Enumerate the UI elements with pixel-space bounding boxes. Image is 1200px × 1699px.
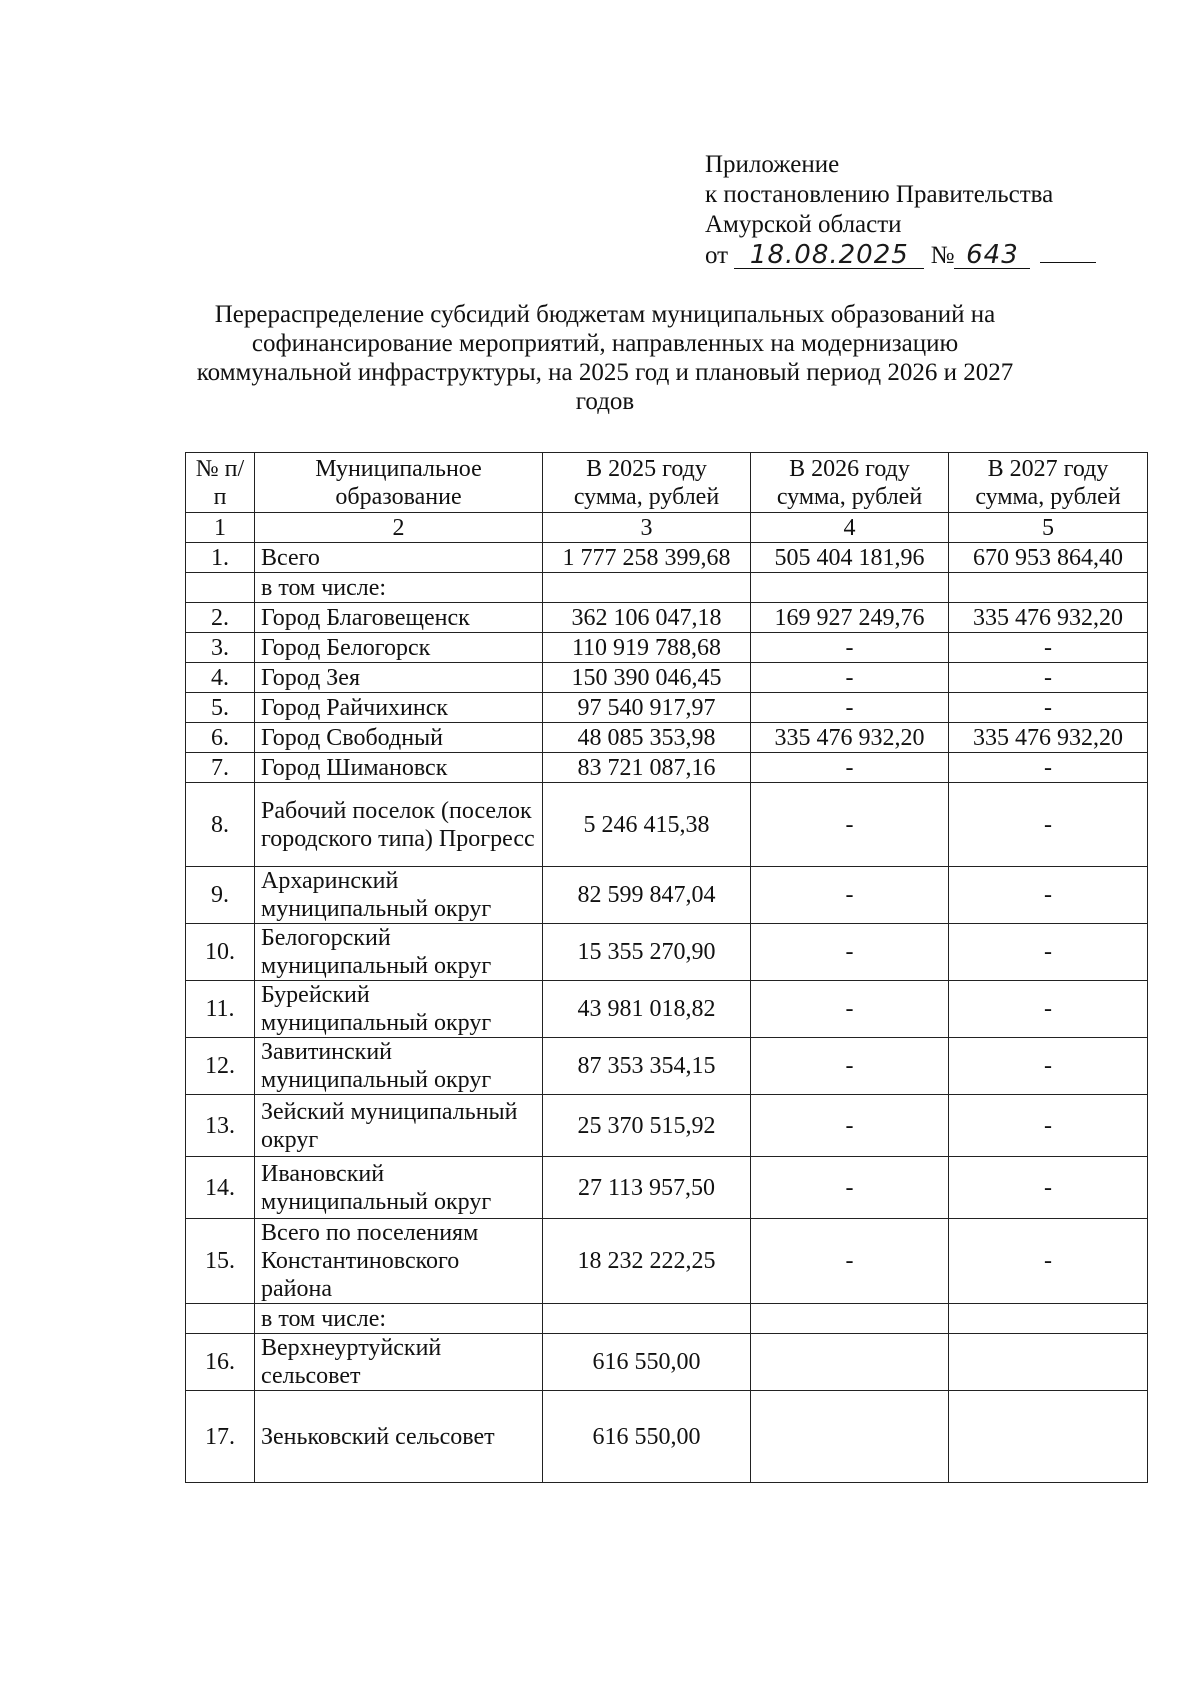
table-row xyxy=(186,1157,1148,1219)
amount-2027 xyxy=(949,1391,1148,1483)
row-number: 2. xyxy=(186,603,255,633)
amount-2027: - xyxy=(949,633,1148,663)
amount-2027: - xyxy=(949,1219,1148,1304)
amount-2026: - xyxy=(751,924,949,981)
amount-2026: - xyxy=(751,981,949,1038)
row-number: 11. xyxy=(186,981,255,1038)
municipality-name: в том числе: xyxy=(255,573,543,603)
amount-2026: - xyxy=(751,753,949,783)
amount-2026 xyxy=(751,1304,949,1334)
municipality-name: Верхнеуртуйский сельсовет xyxy=(255,1334,543,1391)
amount-2026: - xyxy=(751,1038,949,1095)
amount-2027 xyxy=(949,1334,1148,1391)
row-number: 16. xyxy=(186,1334,255,1391)
document-title: Перераспределение субсидий бюджетам муниципальных образований на софинансирование мероприятий, направленных на модернизацию коммунальной инфраструктуры, на 2025 год и плановый период 2026 и 2027 годов xyxy=(196,301,1014,415)
blank-underline xyxy=(1040,240,1096,263)
municipality-name: Белогорский муниципальный округ xyxy=(255,924,543,981)
amount-2026: - xyxy=(751,633,949,663)
amount-2027: - xyxy=(949,663,1148,693)
table-row xyxy=(186,1304,1148,1334)
row-number: 14. xyxy=(186,1157,255,1219)
municipality-name: Город Белогорск xyxy=(255,633,543,663)
amount-2026: - xyxy=(751,1095,949,1157)
table-row xyxy=(186,1038,1148,1095)
appendix-decree-line: к постановлению Правительства xyxy=(705,181,1054,208)
amount-2025: 1 777 258 399,68 xyxy=(543,543,751,573)
row-number xyxy=(186,1304,255,1334)
row-number: 13. xyxy=(186,1095,255,1157)
municipality-name: Бурейский муниципальный округ xyxy=(255,981,543,1038)
table-row xyxy=(186,753,1148,783)
amount-2026 xyxy=(751,1391,949,1483)
row-number: 15. xyxy=(186,1219,255,1304)
amount-2025 xyxy=(543,573,751,603)
column-number: 3 xyxy=(543,513,751,543)
amount-2027: - xyxy=(949,1095,1148,1157)
table-row xyxy=(186,867,1148,924)
amount-2025: 83 721 087,16 xyxy=(543,753,751,783)
amount-2027: - xyxy=(949,981,1148,1038)
amount-2026: - xyxy=(751,783,949,867)
table-body xyxy=(186,543,1148,1483)
amount-2027: - xyxy=(949,867,1148,924)
row-number: 9. xyxy=(186,867,255,924)
amount-2025: 43 981 018,82 xyxy=(543,981,751,1038)
amount-2025: 110 919 788,68 xyxy=(543,633,751,663)
amount-2027: - xyxy=(949,1157,1148,1219)
column-number: 1 xyxy=(186,513,255,543)
municipality-name: Рабочий поселок (поселок городского типа) Прогресс xyxy=(255,783,543,867)
amount-2026: 505 404 181,96 xyxy=(751,543,949,573)
amount-2025: 87 353 354,15 xyxy=(543,1038,751,1095)
appendix-region-line: Амурской области xyxy=(705,211,902,238)
header-cell: В 2026 году сумма, рублей xyxy=(751,453,949,513)
amount-2027: - xyxy=(949,924,1148,981)
amount-2027: - xyxy=(949,693,1148,723)
municipality-name: Город Шимановск xyxy=(255,753,543,783)
row-number: 17. xyxy=(186,1391,255,1483)
table-row xyxy=(186,633,1148,663)
table-row xyxy=(186,924,1148,981)
municipality-name: Город Благовещенск xyxy=(255,603,543,633)
amount-2025: 48 085 353,98 xyxy=(543,723,751,753)
column-number: 2 xyxy=(255,513,543,543)
row-number xyxy=(186,573,255,603)
header-cell: Муниципальное образование xyxy=(255,453,543,513)
amount-2025: 362 106 047,18 xyxy=(543,603,751,633)
municipality-name: Всего xyxy=(255,543,543,573)
table-row xyxy=(186,603,1148,633)
amount-2025: 25 370 515,92 xyxy=(543,1095,751,1157)
amount-2027: 670 953 864,40 xyxy=(949,543,1148,573)
amount-2026: - xyxy=(751,867,949,924)
amount-2025: 27 113 957,50 xyxy=(543,1157,751,1219)
amount-2025: 82 599 847,04 xyxy=(543,867,751,924)
amount-2025: 616 550,00 xyxy=(543,1334,751,1391)
amount-2025: 150 390 046,45 xyxy=(543,663,751,693)
row-number: 12. xyxy=(186,1038,255,1095)
appendix-date-number-line xyxy=(705,240,1125,271)
municipality-name: Архаринский муниципальный округ xyxy=(255,867,543,924)
municipality-name: Город Зея xyxy=(255,663,543,693)
handwritten-date: 18.08.2025 xyxy=(734,242,924,269)
municipality-name: Город Свободный xyxy=(255,723,543,753)
row-number: 8. xyxy=(186,783,255,867)
table-row xyxy=(186,573,1148,603)
subsidy-table xyxy=(185,452,1148,1483)
handwritten-number: 643 xyxy=(954,242,1030,269)
amount-2025: 616 550,00 xyxy=(543,1391,751,1483)
amount-2026: - xyxy=(751,1157,949,1219)
amount-2027: - xyxy=(949,753,1148,783)
amount-2026: 335 476 932,20 xyxy=(751,723,949,753)
column-number-row xyxy=(186,513,1148,543)
amount-2026: - xyxy=(751,663,949,693)
table-row xyxy=(186,543,1148,573)
municipality-name: Город Райчихинск xyxy=(255,693,543,723)
table-row xyxy=(186,663,1148,693)
amount-2025 xyxy=(543,1304,751,1334)
table-row xyxy=(186,1391,1148,1483)
row-number: 10. xyxy=(186,924,255,981)
from-label: от xyxy=(705,242,729,269)
municipality-name: Всего по поселениям Константиновского района xyxy=(255,1219,543,1304)
header-cell: № п/п xyxy=(186,453,255,513)
municipality-name: Завитинский муниципальный округ xyxy=(255,1038,543,1095)
table-header-row xyxy=(186,453,1148,513)
amount-2027: - xyxy=(949,783,1148,867)
amount-2027: - xyxy=(949,1038,1148,1095)
amount-2026 xyxy=(751,1334,949,1391)
table-row xyxy=(186,783,1148,867)
amount-2026 xyxy=(751,573,949,603)
table-row xyxy=(186,1095,1148,1157)
municipality-name: Зеньковский сельсовет xyxy=(255,1391,543,1483)
amount-2025: 97 540 917,97 xyxy=(543,693,751,723)
header-cell: В 2025 году сумма, рублей xyxy=(543,453,751,513)
amount-2027 xyxy=(949,1304,1148,1334)
amount-2027 xyxy=(949,573,1148,603)
amount-2025: 5 246 415,38 xyxy=(543,783,751,867)
amount-2027: 335 476 932,20 xyxy=(949,603,1148,633)
row-number: 6. xyxy=(186,723,255,753)
table-row xyxy=(186,981,1148,1038)
amount-2025: 15 355 270,90 xyxy=(543,924,751,981)
table-row xyxy=(186,1219,1148,1304)
column-number: 4 xyxy=(751,513,949,543)
amount-2026: - xyxy=(751,693,949,723)
amount-2026: 169 927 249,76 xyxy=(751,603,949,633)
municipality-name: в том числе: xyxy=(255,1304,543,1334)
table-row xyxy=(186,1334,1148,1391)
row-number: 3. xyxy=(186,633,255,663)
table-row xyxy=(186,723,1148,753)
amount-2026: - xyxy=(751,1219,949,1304)
municipality-name: Ивановский муниципальный округ xyxy=(255,1157,543,1219)
appendix-label: Приложение xyxy=(705,151,840,178)
amount-2027: 335 476 932,20 xyxy=(949,723,1148,753)
header-cell: В 2027 году сумма, рублей xyxy=(949,453,1148,513)
appendix-block xyxy=(705,150,1125,271)
municipality-name: Зейский муниципальный округ xyxy=(255,1095,543,1157)
table-row xyxy=(186,693,1148,723)
number-sign: № xyxy=(930,242,955,269)
row-number: 5. xyxy=(186,693,255,723)
row-number: 1. xyxy=(186,543,255,573)
row-number: 4. xyxy=(186,663,255,693)
amount-2025: 18 232 222,25 xyxy=(543,1219,751,1304)
column-number: 5 xyxy=(949,513,1148,543)
row-number: 7. xyxy=(186,753,255,783)
